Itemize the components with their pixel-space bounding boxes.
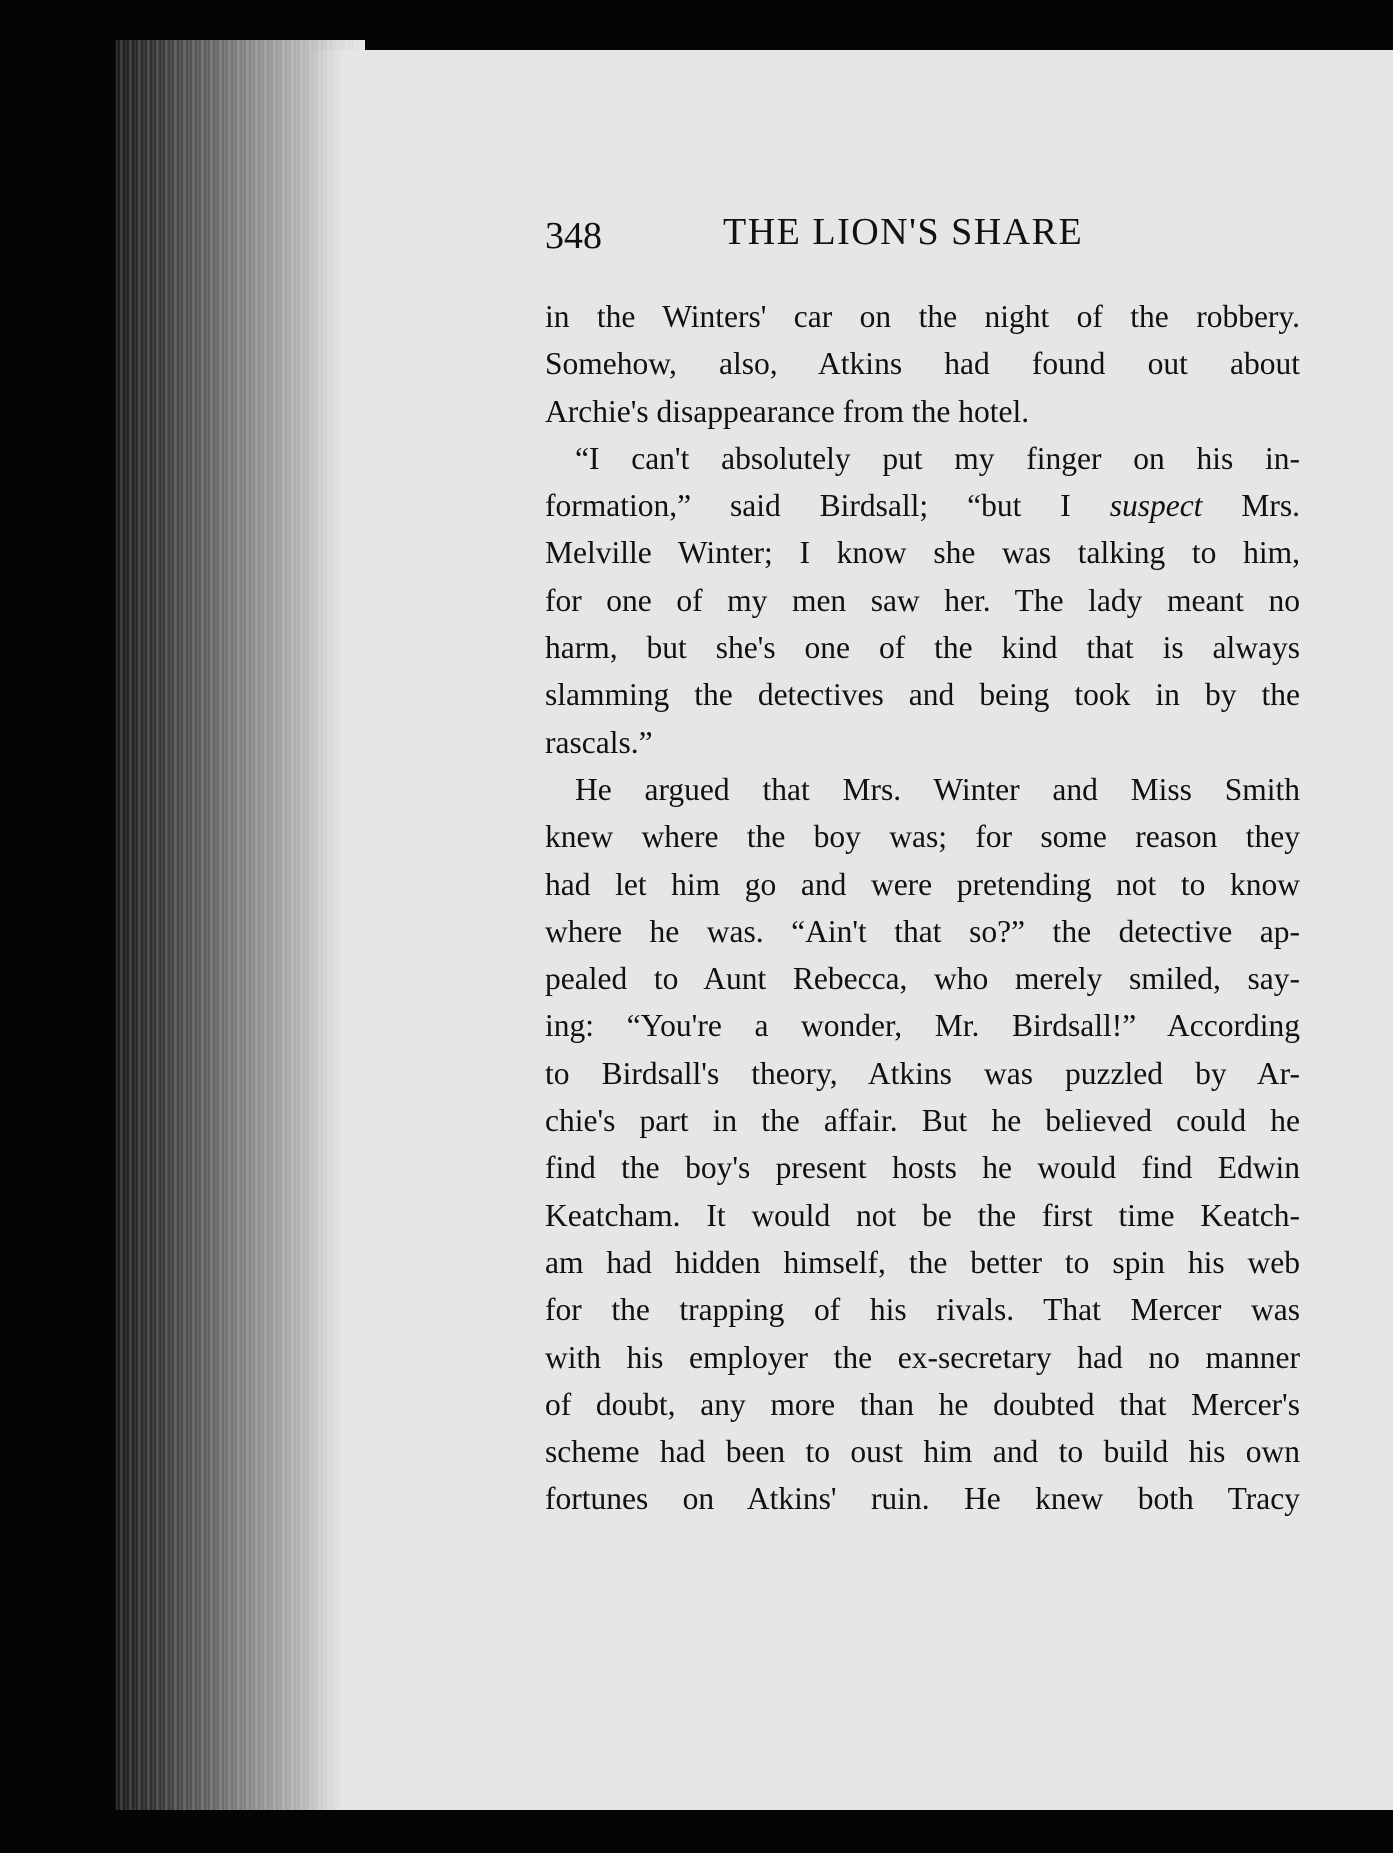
text-line: pealed to Aunt Rebecca, who merely smiled, say-: [545, 961, 1300, 997]
text-line: find the boy's present hosts he would find Edwin: [545, 1150, 1300, 1186]
text-line-with-emphasis: [545, 482, 1300, 529]
text-segment: Mrs.: [1241, 488, 1300, 524]
text-line: to Birdsall's theory, Atkins was puzzled by Ar-: [545, 1055, 1300, 1091]
text-line: where he was. “Ain't that so?” the detective ap-: [545, 913, 1300, 949]
text-line: Somehow, also, Atkins had found out about: [545, 346, 1300, 382]
text-line: fortunes on Atkins' ruin. He knew both Tracy: [545, 1481, 1300, 1517]
text-line: had let him go and were pretending not to know: [545, 866, 1300, 902]
text-line: ing: “You're a wonder, Mr. Birdsall!” According: [545, 1008, 1300, 1044]
text-line: am had hidden himself, the better to spin his web: [545, 1244, 1300, 1280]
text-line: Melville Winter; I know she was talking to him,: [545, 535, 1300, 571]
text-line: Archie's disappearance from the hotel.: [545, 393, 1030, 429]
text-line: rascals.”: [545, 724, 653, 760]
text-line: for one of my men saw her. The lady meant no: [545, 582, 1300, 618]
text-line: for the trapping of his rivals. That Mercer was: [545, 1292, 1300, 1328]
text-line: He argued that Mrs. Winter and Miss Smith: [575, 771, 1300, 807]
text-line: of doubt, any more than he doubted that Mercer's: [545, 1386, 1300, 1422]
text-line: slamming the detectives and being took in by the: [545, 677, 1300, 713]
text-line: scheme had been to oust him and to build his own: [545, 1434, 1300, 1470]
text-line: “I can't absolutely put my finger on his in-: [575, 440, 1300, 476]
text-line: knew where the boy was; for some reason they: [545, 819, 1300, 855]
text-line: with his employer the ex-secretary had no manner: [545, 1339, 1300, 1375]
running-head: THE LION'S SHARE: [723, 211, 1084, 253]
text-line: in the Winters' car on the night of the robbery.: [545, 299, 1300, 334]
text-line: Keatcham. It would not be the first time Keatch-: [545, 1197, 1300, 1233]
text-segment: formation,” said Birdsall; “but I: [545, 488, 1071, 524]
text-line: chie's part in the affair. But he believed could he: [545, 1103, 1300, 1139]
text-line: harm, but she's one of the kind that is always: [545, 630, 1300, 666]
page-header: [545, 210, 1135, 270]
page-number: 348: [545, 215, 602, 257]
body-text: [545, 293, 1300, 1523]
emphasis-word: suspect: [1109, 488, 1203, 524]
